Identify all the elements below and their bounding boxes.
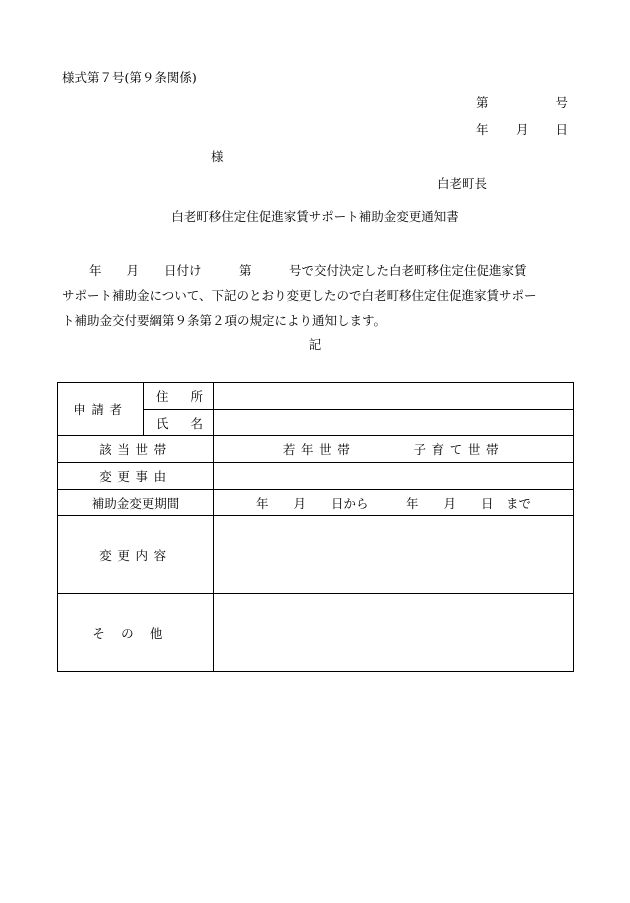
period-value-cell[interactable] — [214, 490, 574, 516]
address-label — [144, 383, 214, 410]
content-label: 変更内容 — [58, 516, 214, 594]
household-child[interactable]: 子育て世帯 — [413, 442, 505, 457]
ki-heading: 記 — [308, 337, 322, 352]
body-line-2: サポート補助金について、下記のとおり変更したので白老町移住定住促進家賃サポー — [62, 288, 537, 303]
content-value[interactable] — [214, 516, 574, 594]
doc-no-prefix: 第 — [476, 95, 489, 110]
reason-value[interactable] — [214, 463, 574, 490]
name-label — [144, 410, 214, 436]
household-options — [214, 436, 574, 463]
applicant-label: 申請者 — [58, 383, 144, 436]
date-year: 年 — [476, 122, 489, 137]
other-label: その他 — [58, 594, 214, 672]
detail-table — [57, 382, 574, 672]
address-label-b: 所 — [190, 389, 203, 404]
doc-no-suffix: 号 — [555, 95, 568, 110]
name-label-b: 名 — [190, 415, 203, 431]
address-label-a: 住 — [156, 389, 169, 404]
date-day: 日 — [555, 122, 568, 137]
name-label-a: 氏 — [156, 415, 169, 431]
household-young[interactable]: 若年世帯 — [282, 442, 356, 457]
document-title: 白老町移住定住促進家賃サポート補助金変更通知書 — [171, 209, 459, 224]
body-line-1: 年 月 日付け 第 号で交付決定した白老町移住定住促進家賃 — [89, 263, 527, 278]
name-value[interactable] — [214, 410, 574, 436]
household-label: 該当世帯 — [58, 436, 214, 463]
date-month: 月 — [516, 122, 529, 137]
issuer: 白老町長 — [437, 176, 488, 191]
address-value[interactable] — [214, 383, 574, 410]
body-line-3: ト補助金交付要綱第９条第２項の規定により通知します。 — [62, 313, 387, 328]
addressee-suffix: 様 — [211, 149, 224, 164]
body-text — [62, 258, 574, 333]
period-value: 年 月 日から 年 月 日 まで — [255, 495, 531, 511]
reason-label: 変更事由 — [58, 463, 214, 490]
period-label: 補助金変更期間 — [58, 490, 214, 516]
other-value[interactable] — [214, 594, 574, 672]
form-number: 様式第７号(第９条関係) — [62, 70, 197, 85]
